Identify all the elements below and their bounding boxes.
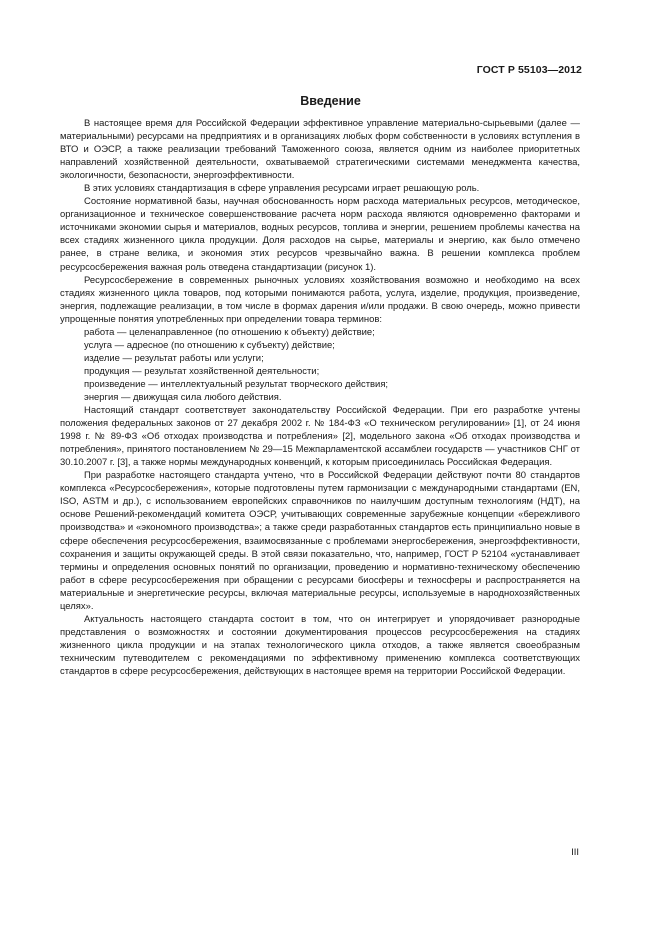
term-item: услуга — адресное (по отношению к субъекту) действие; [84, 339, 335, 351]
paragraph: При разработке настоящего стандарта учтено, что в Российской Федерации действуют почти 80 стандартов комплекса «Ресурсосбережения», которые подготовлены путем гармонизации с международными стандартами (EN, ISO, ASTM и др.), с использованием европейских справочников по наилучшим доступным технологиям (НДТ), на основе Решений-рекомендаций комитета ОЭСР, учитывающих современные зарубежные концепции «бережливого производства» и «экономного производства»; а также среди разработанных стандартов есть принципиально новые в сфере обеспечения ресурсосбережения, взаимосвязанные с проблемами энергосбережения, энергоэффективности, сохранения и защиты окружающей среды. В этой связи показательно, что, например, ГОСТ Р 52104 «устанавливает термины и определения основных понятий по организации, проведению и нормативно-техническому обеспечению работ в сфере ресурсосбережения при обращении с ресурсами биосферы и техносферы и распространяется на материальные и энергетические ресурсы, включая материальные ресурсы, используемые в народнохозяйственных целях». [60, 470, 580, 612]
paragraph: Настоящий стандарт соответствует законодательству Российской Федерации. При его разработке учтены положения федеральных законов от 27 декабря 2002 г. № 184-ФЗ «О техническом регулировании» [1], от 24 июня 1998 г. № 89-ФЗ «Об отходах производства и потребления» [2], модельного закона «Об отходах производства и потребления», принятого постановлением № 29—15 Межпарламентской ассамблеи государств — участников СНГ от 30.10.2007 г. [3], а также нормы международных конвенций, к которым присоединилась Российская Федерация. [60, 405, 580, 469]
section-title: Введение [300, 94, 361, 108]
term-item: произведение — интеллектуальный результат творческого действия; [84, 378, 389, 390]
page-number: III [571, 847, 579, 858]
paragraph: В настоящее время для Российской Федерации эффективное управление материально-сырьевыми (далее — материальными) ресурсами на предприятиях и в организациях любых форм собственности в условиях вступления в ВТО и ОЭСР, а также реализации требований Таможенного союза, является одним из наиболее приоритетных направлений хозяйственной деятельности, охватываемой стратегическими системами менеджмента качества, экологичности, безопасности, энергоэффективности. [60, 118, 580, 182]
standard-header: ГОСТ Р 55103—2012 [476, 64, 582, 76]
paragraph: В этих условиях стандартизация в сфере управления ресурсами играет решающую роль. [84, 183, 480, 195]
paragraph: Актуальность настоящего стандарта состоит в том, что он интегрирует и упорядочивает разнородные представления о возможностях и состоянии документирования процессов ресурсосбережения на стадиях жизненного цикла продукции и на этапах технологического цикла отходов, а также является своеобразным техническим путеводителем с рекомендациями по эффективному применению комплекса соответствующих стандартов в сфере ресурсосбережения, действующих в настоящее время на территории Российской Федерации. [60, 613, 580, 677]
section-body [60, 117, 580, 678]
paragraph: Состояние нормативной базы, научная обоснованность норм расхода материальных ресурсов, методическое, организационное и техническое совершенствование расчета норм расхода являются одновременно факторами и источниками экономии сырья и материалов, водных ресурсов, топлива и энергии, решением проблемы качества на всех стадиях жизненного цикла продукции. Доля расходов на сырье, материалы и энергию, как было отмечено ранее, в стране велика, и экономия этих ресурсов чрезвычайно важна. В решении комплекса проблем ресурсосбережения важная роль отведена стандартизации (рисунок 1). [60, 196, 580, 273]
term-item: работа — целенаправленное (по отношению к объекту) действие; [84, 326, 375, 338]
term-item: изделие — результат работы или услуги; [84, 352, 264, 364]
paragraph: Ресурсосбережение в современных рыночных условиях хозяйствования возможно и необходимо на всех стадиях жизненного цикла товаров, под которыми понимаются работа, услуга, изделие, продукция, произведение, энергия, подлежащие реализации, в том числе в формах дарения и/или продажи. В свою очередь, можно привести упрощенные понятия употребленных при определении товара терминов: [60, 274, 580, 325]
term-item: энергия — движущая сила любого действия. [84, 391, 282, 403]
term-item: продукция — результат хозяйственной деятельности; [84, 365, 320, 377]
